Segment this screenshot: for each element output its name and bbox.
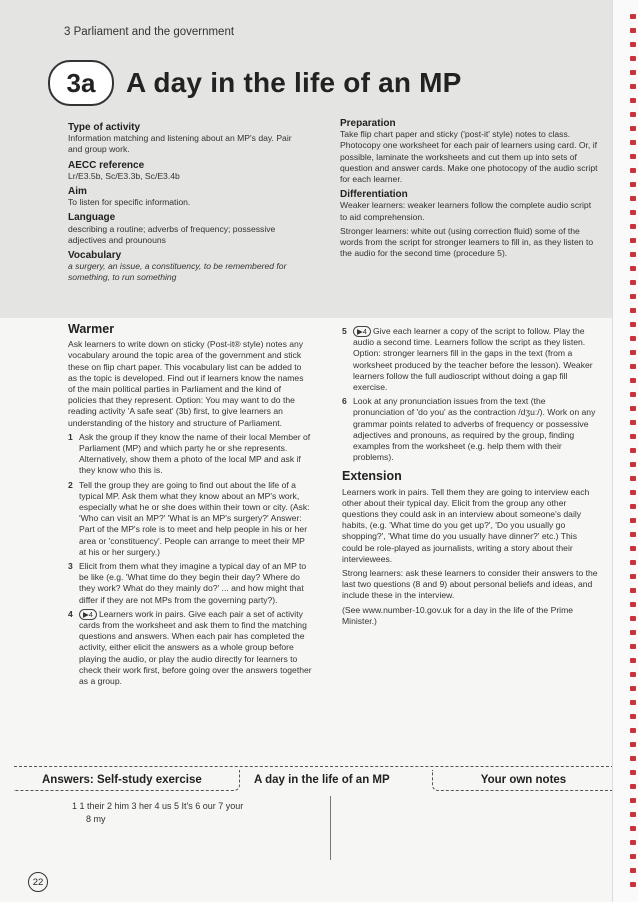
binding-tab: [630, 434, 636, 439]
binding-tab: [630, 504, 636, 509]
language-text: describing a routine; adverbs of frequency; possessive adjectives and prounouns: [68, 223, 276, 245]
binding-tab: [630, 672, 636, 677]
binding-tab: [630, 140, 636, 145]
lesson-badge: 3a: [48, 60, 114, 106]
binding-tab: [630, 406, 636, 411]
binding-tab: [630, 532, 636, 537]
binding-tab: [630, 658, 636, 663]
vocab-heading: Vocabulary: [68, 250, 122, 262]
type-heading: Type of activity: [68, 122, 141, 133]
binding-tab: [630, 378, 636, 383]
binding-tab: [630, 728, 636, 733]
info-right: [340, 114, 598, 262]
binding-tab: [630, 112, 636, 117]
section-title: 3 Parliament and the government: [64, 26, 235, 38]
binding-tab: [630, 252, 636, 257]
binding-tab: [630, 266, 636, 271]
aim-heading: Aim: [68, 186, 87, 198]
aecc-heading: AECC reference: [68, 159, 145, 171]
binding-tab: [630, 364, 636, 369]
binding-tab: [630, 588, 636, 593]
binding-tab: [630, 224, 636, 229]
step-2: 2 Tell the group they are going to find out about the life of a typical MP. Ask them what they know about an MP's work, especially what he or she does within their town or city. (Ask: 'Who can visit an MP?' 'What is an MP's surgery?' Answer: Part of the MP's role is to meet and help people in his or her area or 'constituency'. People can arrange to meet their MP at his or her surgery.): [68, 479, 310, 557]
binding-tab: [630, 518, 636, 523]
worksheet-title: A day in the life of an MP: [254, 774, 390, 786]
binding-tab: [630, 154, 636, 159]
binding-tab: [630, 462, 636, 467]
binding-tab: [630, 756, 636, 761]
answers-list: [72, 800, 312, 826]
binding-tab: [630, 126, 636, 131]
prep-text: Take flip chart paper and sticky ('post-it' style) notes to class. Photocopy one worksheet for each pair of learners using card. Or, if possible, laminate the worksheets and cut them up into sets of question and answer cards. Make one photocopy of the audio script for each learner.: [340, 129, 598, 185]
binding-tab: [630, 882, 636, 887]
binding-tab: [630, 14, 636, 19]
warmer-heading: Warmer: [68, 322, 115, 336]
binding-tab: [630, 742, 636, 747]
binding-tab: [630, 392, 636, 397]
binding-tab: [630, 280, 636, 285]
notes-heading: Your own notes: [432, 770, 614, 791]
extension-heading: Extension: [342, 469, 402, 484]
step-1: 1 Ask the group if they know the name of their local Member of Parliament (MP) and which party he or she represents. Alternatively, show them a photo of the local MP and ask if they know who this is.: [68, 431, 311, 476]
binding-tab: [630, 868, 636, 873]
binding-tab: [630, 42, 636, 47]
answers-divider: [14, 766, 614, 767]
binding-tab: [630, 168, 636, 173]
binding-tab: [630, 826, 636, 831]
binding-tab: [630, 770, 636, 775]
binding-tab: [630, 56, 636, 61]
binding-tab: [630, 70, 636, 75]
extension-text-2: Strong learners: ask these learners to consider their answers to the last two questions (8 and 9) about personal beliefs and ideas, and include these in the interview.: [342, 568, 598, 601]
binding-tab: [630, 322, 636, 327]
binding-tab: [630, 448, 636, 453]
type-text: Information matching and listening about an MP's day. Pair and group work.: [68, 133, 292, 155]
binding-tab: [630, 784, 636, 789]
binding-tab: [630, 560, 636, 565]
extension-text-3: (See www.number-10.gov.uk for a day in the life of the Prime Minister.): [342, 604, 574, 626]
step-6: 6 Look at any pronunciation issues from the text (the pronunciation of 'do you' as the contraction /dʒuː/). Work on any grammar points related to adverbs of frequency or possessive adjectives and pronouns, as required by the group, finding examples from the worksheet (e.g. help them with their problems).: [342, 396, 596, 463]
aecc-text: Lr/E3.5b, Sc/E3.3b, Sc/E3.4b: [68, 170, 180, 181]
binding-tab: [630, 476, 636, 481]
language-heading: Language: [68, 212, 116, 224]
binding-tab: [630, 546, 636, 551]
binding-tab: [630, 490, 636, 495]
binding-tab: [630, 714, 636, 719]
binding-tab: [630, 686, 636, 691]
lesson-title: [48, 60, 462, 106]
vocab-text: a surgery, an issue, a constituency, to be remembered for something, to run something: [68, 261, 287, 283]
diff-heading: Differentiation: [340, 189, 408, 201]
warmer-section: [68, 324, 312, 690]
binding-tab: [630, 602, 636, 607]
binding-tab: [630, 182, 636, 187]
binding-tab: [630, 798, 636, 803]
warmer-intro: Ask learners to write down on sticky (Post-it® style) notes any vocabulary around the topic area of the government and stick these on flip chart paper. This vocabulary list can be added to as the topic is developed. Find out if learners know the names of the main political parties in Parliament and the kind of policies that they represent. Option: You may want to do the reading activity 'A safe seat' (3b) first, to give learners an understanding of the history and structure of Parliament.: [68, 339, 304, 428]
answers-heading: Answers: Self-study exercise: [14, 770, 240, 791]
binding-tab: [630, 210, 636, 215]
answers-line-2: 8 my: [86, 814, 106, 824]
column-divider: [330, 796, 331, 860]
binding-tab: [630, 700, 636, 705]
binding-tab: [630, 294, 636, 299]
prep-heading: Preparation: [340, 118, 396, 129]
step-5: 5 ▶4 Give each learner a copy of the script to follow. Play the audio a second time. Learners follow the script as they listen. Option: stronger learners fill in the gaps in the text (from a worksheet produced by the teacher before the lesson). Weaker learners follow the full audioscript without doing a gap fill exercise.: [342, 326, 593, 393]
info-left: [68, 118, 300, 287]
binding-tab: [630, 98, 636, 103]
binding-tab: [630, 574, 636, 579]
binding-tab: [630, 812, 636, 817]
binding-tab: [630, 336, 636, 341]
binding-tab: [630, 644, 636, 649]
procedure-right: [342, 326, 598, 630]
extension-text-1: Learners work in pairs. Tell them they are going to interview each other about their typical day. Elicit from the group any other questions they could ask in an interview about someone's daily habits, (e.g. 'What time do you get up?', 'Do you usually go shopping?', 'What time do you usually have dinner?' etc.) This could be role-played as journalists, writing a story about their interviewees.: [342, 486, 590, 564]
diff-text-1: Weaker learners: weaker learners follow the complete audio script to aid comprehension.: [340, 200, 592, 222]
binding-tab: [630, 616, 636, 621]
page-title: A day in the life of an MP: [126, 67, 462, 98]
binding-tab: [630, 840, 636, 845]
page-number: 22: [28, 872, 48, 892]
binding-tab: [630, 350, 636, 355]
aim-text: To listen for specific information.: [68, 197, 191, 208]
binding-tab: [630, 196, 636, 201]
diff-text-2: Stronger learners: white out (using correction fluid) some of the words from the script for stronger learners to fill in, as they listen to the audio for the second time (procedure 5).: [340, 225, 594, 259]
binding-tab: [630, 420, 636, 425]
step-3: 3 Elicit from them what they imagine a typical day of an MP to be like (e.g. 'What time do they begin their day? Where do they work? What do they mainly do?' ... and how might that differ if they are not MPs from the governing party?).: [68, 561, 307, 605]
audio-track-icon: ▶4: [79, 609, 97, 620]
binding-tab: [630, 84, 636, 89]
audio-track-icon: ▶4: [353, 326, 371, 337]
binding-tab: [630, 854, 636, 859]
binding-tab: [630, 308, 636, 313]
step-4: 4 ▶4 Learners work in pairs. Give each pair a set of activity cards from the worksheet and ask them to find the matching questions and answers. When each pair has completed the activity, either elicit the answers as a whole group before playing the audio, or play the audio directly for learners to check their work first, before going over the answers together as a group.: [68, 608, 312, 687]
binding-tab: [630, 630, 636, 635]
binding-tab: [630, 28, 636, 33]
answers-line-1: 1 1 their 2 him 3 her 4 us 5 It's 6 our 7 your: [72, 801, 244, 811]
binding-tab: [630, 238, 636, 243]
